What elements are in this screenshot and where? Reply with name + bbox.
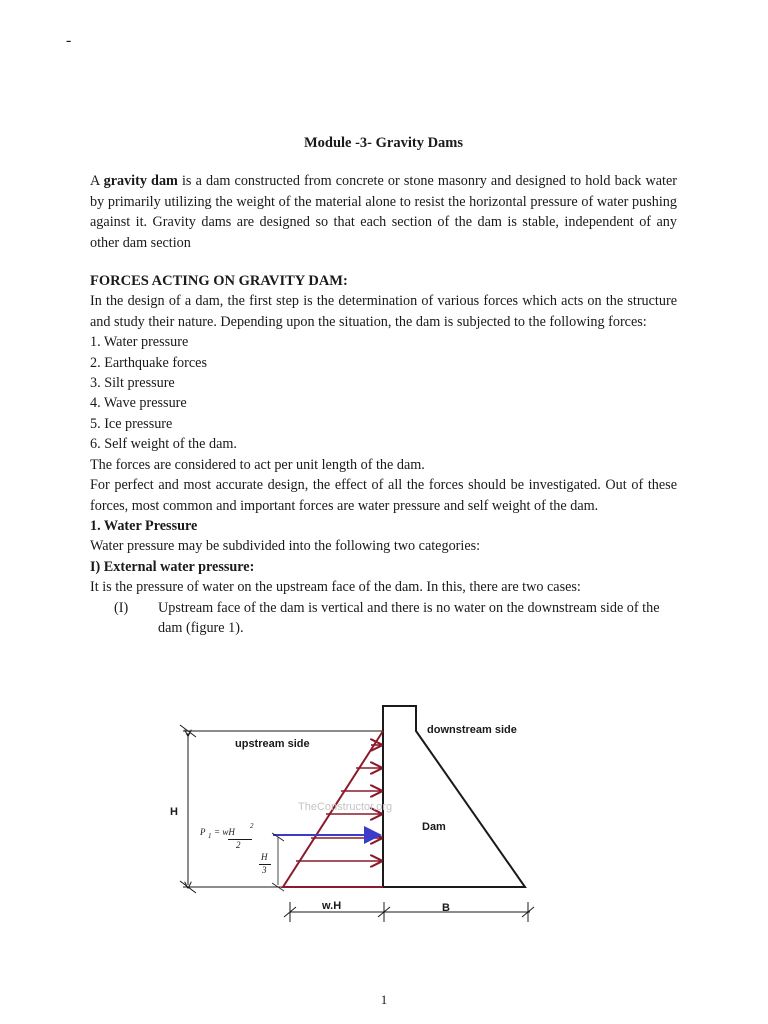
- gravity-dam-term: gravity dam: [103, 173, 178, 190]
- forces-heading: FORCES ACTING ON GRAVITY DAM:: [90, 273, 348, 290]
- base-water-label: w.H: [322, 900, 342, 912]
- intro-paragraph: A gravity dam is a dam constructed from concrete or stone masonry and designed to hold back water by primarily utilizing the weight of the material alone to resist the horizontal pressure of water pushing against it. Gravity dams are designed so that each section of the dam is stable, independent of any other dam section: [90, 173, 677, 251]
- force-formula: P 1 = wH 2 2: [200, 822, 254, 850]
- forces-intro: In the design of a dam, the first step is the determination of various forces which acts on the structure and study their nature. Depending upon the situation, the dam is subjected to the following forces:: [90, 293, 677, 330]
- list-item: 6. Self weight of the dam.: [90, 436, 237, 453]
- document-page: [90, 133, 677, 638]
- case-item: [90, 598, 677, 639]
- list-item: 2. Earthquake forces: [90, 354, 207, 371]
- upstream-label: upstream side: [235, 738, 310, 750]
- pressure-triangle: [283, 731, 383, 887]
- list-item: 4. Wave pressure: [90, 395, 187, 412]
- list-item: 1. Water pressure: [90, 334, 189, 351]
- water-pressure-intro: Water pressure may be subdivided into the following two categories:: [90, 538, 481, 555]
- unit-length-sentence: The forces are considered to act per unit length of the dam.: [90, 456, 425, 473]
- dam-label: Dam: [422, 821, 446, 833]
- list-item: 3. Silt pressure: [90, 375, 175, 392]
- page-mark: -: [66, 32, 72, 49]
- page-number: 1: [380, 992, 388, 1007]
- accurate-design-paragraph: For perfect and most accurate design, the effect of all the forces should be investigated. Out of these forces, most common and important forces are water pressure and self weight of the dam.: [90, 477, 677, 514]
- water-pressure-heading: 1. Water Pressure: [90, 517, 198, 534]
- watermark: TheConstructor.org: [298, 801, 393, 813]
- downstream-label: downstream side: [427, 724, 517, 736]
- external-pressure-heading: I) External water pressure:: [90, 558, 255, 575]
- height-label: H: [170, 806, 178, 818]
- external-pressure-intro: It is the pressure of water on the upstream face of the dam. In this, there are two cases:: [90, 579, 581, 596]
- page-title: Module -3- Gravity Dams: [303, 135, 464, 151]
- case-number: (I): [114, 599, 129, 616]
- list-item: 5. Ice pressure: [90, 415, 173, 432]
- lever-arm-formula: H 3: [258, 852, 272, 878]
- case-text: Upstream face of the dam is vertical and there is no water on the downstream side of the dam (figure 1).: [158, 599, 660, 636]
- dam-outline: [383, 706, 525, 887]
- base-dam-label: B: [442, 902, 450, 914]
